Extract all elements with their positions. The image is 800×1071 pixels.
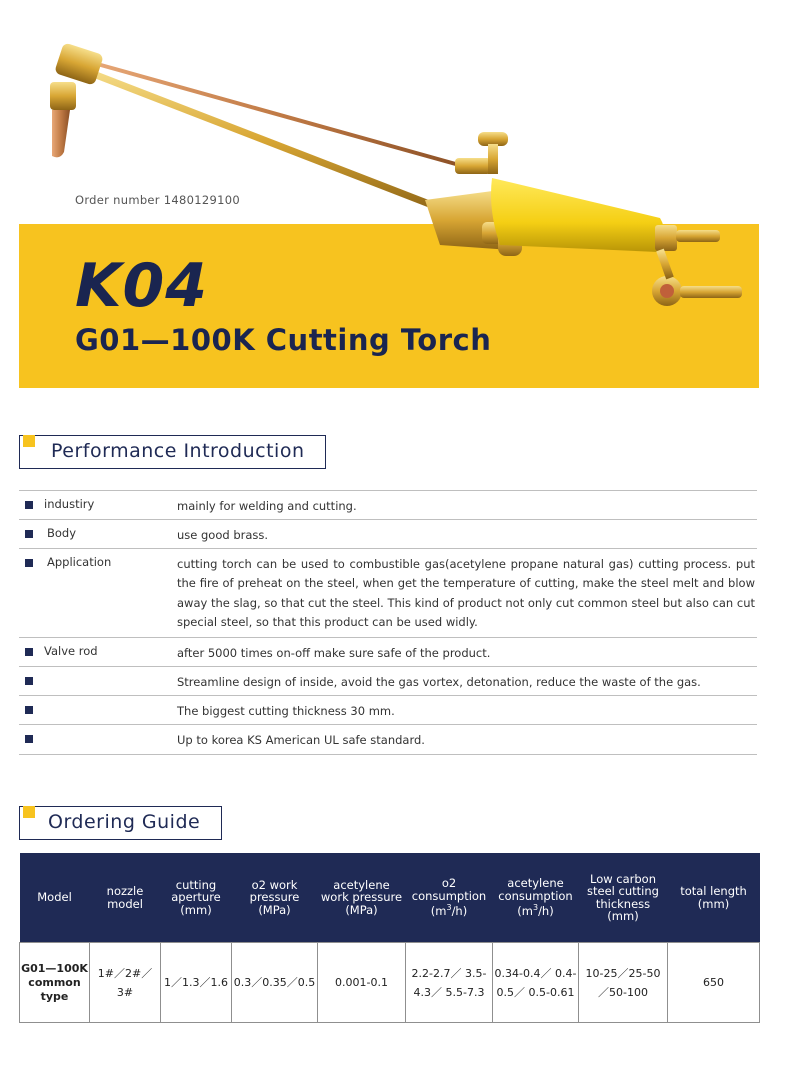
perf-value: after 5000 times on-off make sure safe of the product. bbox=[177, 646, 491, 660]
performance-section-header bbox=[19, 435, 326, 469]
cell-acetylene-consumption: 0.34-0.4／ 0.4-0.5／ 0.5-0.61 bbox=[493, 943, 579, 1023]
cell-length: 650 bbox=[668, 943, 760, 1023]
perf-row-application bbox=[19, 548, 757, 638]
cell-o2-consumption: 2.2-2.7／ 3.5-4.3／ 5.5-7.3 bbox=[406, 943, 493, 1023]
order-number: Order number 1480129100 bbox=[75, 193, 240, 207]
cell-nozzle: 1#／2#／3# bbox=[90, 943, 161, 1023]
perf-row-standard bbox=[19, 724, 757, 755]
section-square-icon bbox=[23, 435, 35, 447]
product-code: K04 bbox=[75, 251, 208, 321]
col-header-length: total length (mm) bbox=[668, 853, 760, 943]
ordering-table bbox=[19, 853, 760, 1023]
col-header-aperture: cutting aperture (mm) bbox=[161, 853, 232, 943]
cell-model: G01—100K common type bbox=[20, 943, 90, 1023]
square-bullet-icon bbox=[25, 677, 33, 685]
perf-row-thickness bbox=[19, 695, 757, 725]
perf-label: Body bbox=[47, 526, 77, 540]
ordering-section-header bbox=[19, 806, 222, 840]
acetylene-consumption-tail: /h) bbox=[538, 904, 554, 919]
acetylene-consumption-unit: (m bbox=[517, 904, 533, 919]
square-bullet-icon bbox=[25, 648, 33, 656]
perf-row-industry bbox=[19, 490, 757, 520]
square-bullet-icon bbox=[25, 501, 33, 509]
ordering-section-title: Ordering Guide bbox=[48, 811, 201, 833]
square-bullet-icon bbox=[25, 735, 33, 743]
perf-value: use good brass. bbox=[177, 528, 269, 542]
col-header-model: Model bbox=[20, 853, 90, 943]
col-header-o2-consumption bbox=[406, 853, 493, 943]
square-bullet-icon bbox=[25, 559, 33, 567]
acetylene-consumption-label: acetylene consumption bbox=[498, 876, 573, 903]
square-bullet-icon bbox=[25, 706, 33, 714]
perf-row-body bbox=[19, 519, 757, 549]
col-header-acetylene-consumption bbox=[493, 853, 579, 943]
cell-thickness: 10-25／25-50 ／50-100 bbox=[579, 943, 668, 1023]
perf-row-valve-rod bbox=[19, 637, 757, 667]
table-row bbox=[20, 943, 760, 1023]
section-square-icon bbox=[23, 806, 35, 818]
perf-label: Valve rod bbox=[44, 644, 98, 658]
perf-value: cutting torch can be used to combustible gas(acetylene propane natural gas) cutting process. put the fire of preheat on the steel, when get the temperature of cutting, make the steel melt and blow away the slag, so that cut the steel. This kind of product not only cut common steel but also can cut special steel, so that this product can be used widly. bbox=[177, 557, 755, 629]
perf-row-design bbox=[19, 666, 757, 696]
col-header-o2-pressure: o2 work pressure (MPa) bbox=[232, 853, 318, 943]
col-header-acetylene-pressure: acetylene work pressure (MPa) bbox=[318, 853, 406, 943]
col-header-nozzle: nozzle model bbox=[90, 853, 161, 943]
o2-consumption-unit: (m bbox=[430, 904, 447, 919]
o2-consumption-label: o2 consumption bbox=[411, 876, 487, 903]
cell-aperture: 1／1.3／1.6 bbox=[161, 943, 232, 1023]
o2-consumption-sup: 3 bbox=[446, 903, 452, 913]
perf-value: Up to korea KS American UL safe standard. bbox=[177, 733, 425, 747]
product-subtitle: G01—100K Cutting Torch bbox=[75, 323, 492, 357]
perf-label: industiry bbox=[44, 497, 95, 511]
o2-consumption-tail: /h) bbox=[451, 904, 468, 919]
square-bullet-icon bbox=[25, 530, 33, 538]
perf-value: Streamline design of inside, avoid the gas vortex, detonation, reduce the waste of the gas. bbox=[177, 675, 701, 689]
acetylene-consumption-sup: 3 bbox=[532, 903, 539, 913]
cell-acetylene-pressure: 0.001-0.1 bbox=[318, 943, 406, 1023]
cell-o2-pressure: 0.3／0.35／0.5 bbox=[232, 943, 318, 1023]
performance-section-title: Performance Introduction bbox=[51, 440, 305, 462]
perf-value: The biggest cutting thickness 30 mm. bbox=[177, 704, 395, 718]
col-header-thickness: Low carbon steel cutting thickness (mm) bbox=[579, 853, 668, 943]
perf-value: mainly for welding and cutting. bbox=[177, 499, 357, 513]
perf-label: Application bbox=[47, 555, 112, 569]
table-header-row bbox=[20, 853, 760, 943]
